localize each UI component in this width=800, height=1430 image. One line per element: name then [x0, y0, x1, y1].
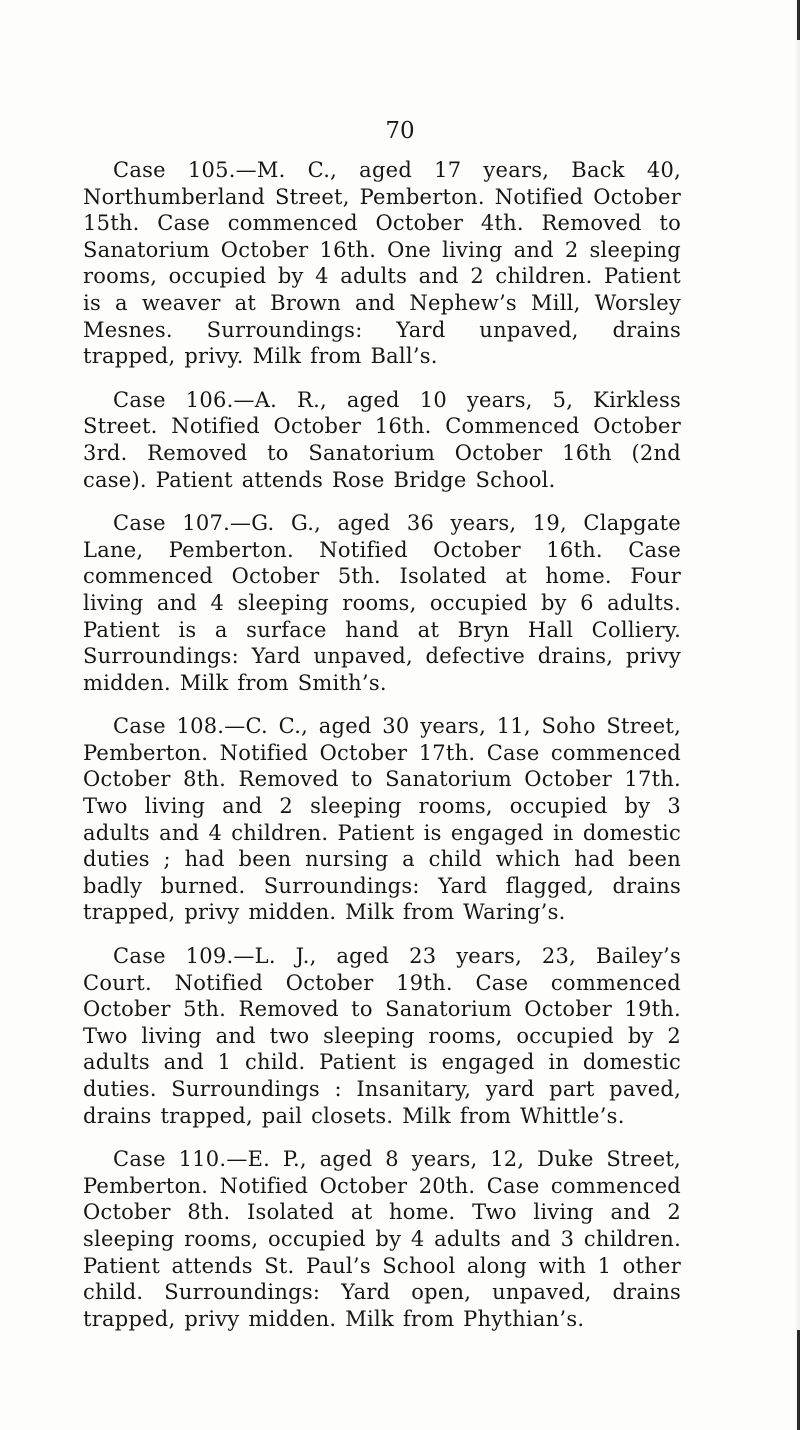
case-list: [83, 157, 681, 1349]
case-106-paragraph: Case 106.—A. R., aged 10 years, 5, Kirkless Street. Notified October 16th. Commenced October 3rd. Removed to Sanatorium October 16th (2nd case). Patient attends Rose Bridge School.: [83, 387, 681, 492]
case-110-paragraph: Case 110.—E. P., aged 8 years, 12, Duke Street, Pemberton. Notified October 20th. Case commenced October 8th. Isolated at home. Two living and 2 sleeping rooms, occupied by 4 adults and 3 children. Patient attends St. Paul’s School along with 1 other child. Surroundings: Yard open, unpaved, drains trapped, privy midden. Milk from Phythian’s.: [83, 1147, 681, 1331]
case-109-paragraph: Case 109.—L. J., aged 23 years, 23, Bailey’s Court. Notified October 19th. Case commenced October 5th. Removed to Sanatorium October 19th. Two living and two sleeping rooms, occupied by 2 adults and 1 child. Patient is engaged in domestic duties. Surroundings : Insanitary, yard part paved, drains trapped, pail closets. Milk from Whittle’s.: [83, 944, 681, 1128]
page-number: 70: [385, 118, 415, 144]
case-105-paragraph: Case 105.—M. C., aged 17 years, Back 40, Northumberland Street, Pemberton. Notified October 15th. Case commenced October 4th. Removed to Sanatorium October 16th. One living and 2 sleeping rooms, occupied by 4 adults and 2 children. Patient is a weaver at Brown and Nephew’s Mill, Worsley Mesnes. Surroundings: Yard unpaved, drains trapped, privy. Milk from Ball’s.: [83, 158, 681, 369]
page-edge-shadow: [794, 0, 800, 1430]
case-108-paragraph: Case 108.—C. C., aged 30 years, 11, Soho Street, Pemberton. Notified October 17th. Case commenced October 8th. Removed to Sanatorium October 17th. Two living and 2 sleeping rooms, occupied by 3 adults and 4 children. Patient is engaged in domestic duties ; had been nursing a child which had been badly burned. Surroundings: Yard flagged, drains trapped, privy midden. Milk from Waring’s.: [83, 714, 681, 925]
case-107-paragraph: Case 107.—G. G., aged 36 years, 19, Clapgate Lane, Pemberton. Notified October 16th. Case commenced October 5th. Isolated at home. Four living and 4 sleeping rooms, occupied by 6 adults. Patient is a surface hand at Bryn Hall Colliery. Surroundings: Yard unpaved, defective drains, privy midden. Milk from Smith’s.: [83, 511, 681, 695]
